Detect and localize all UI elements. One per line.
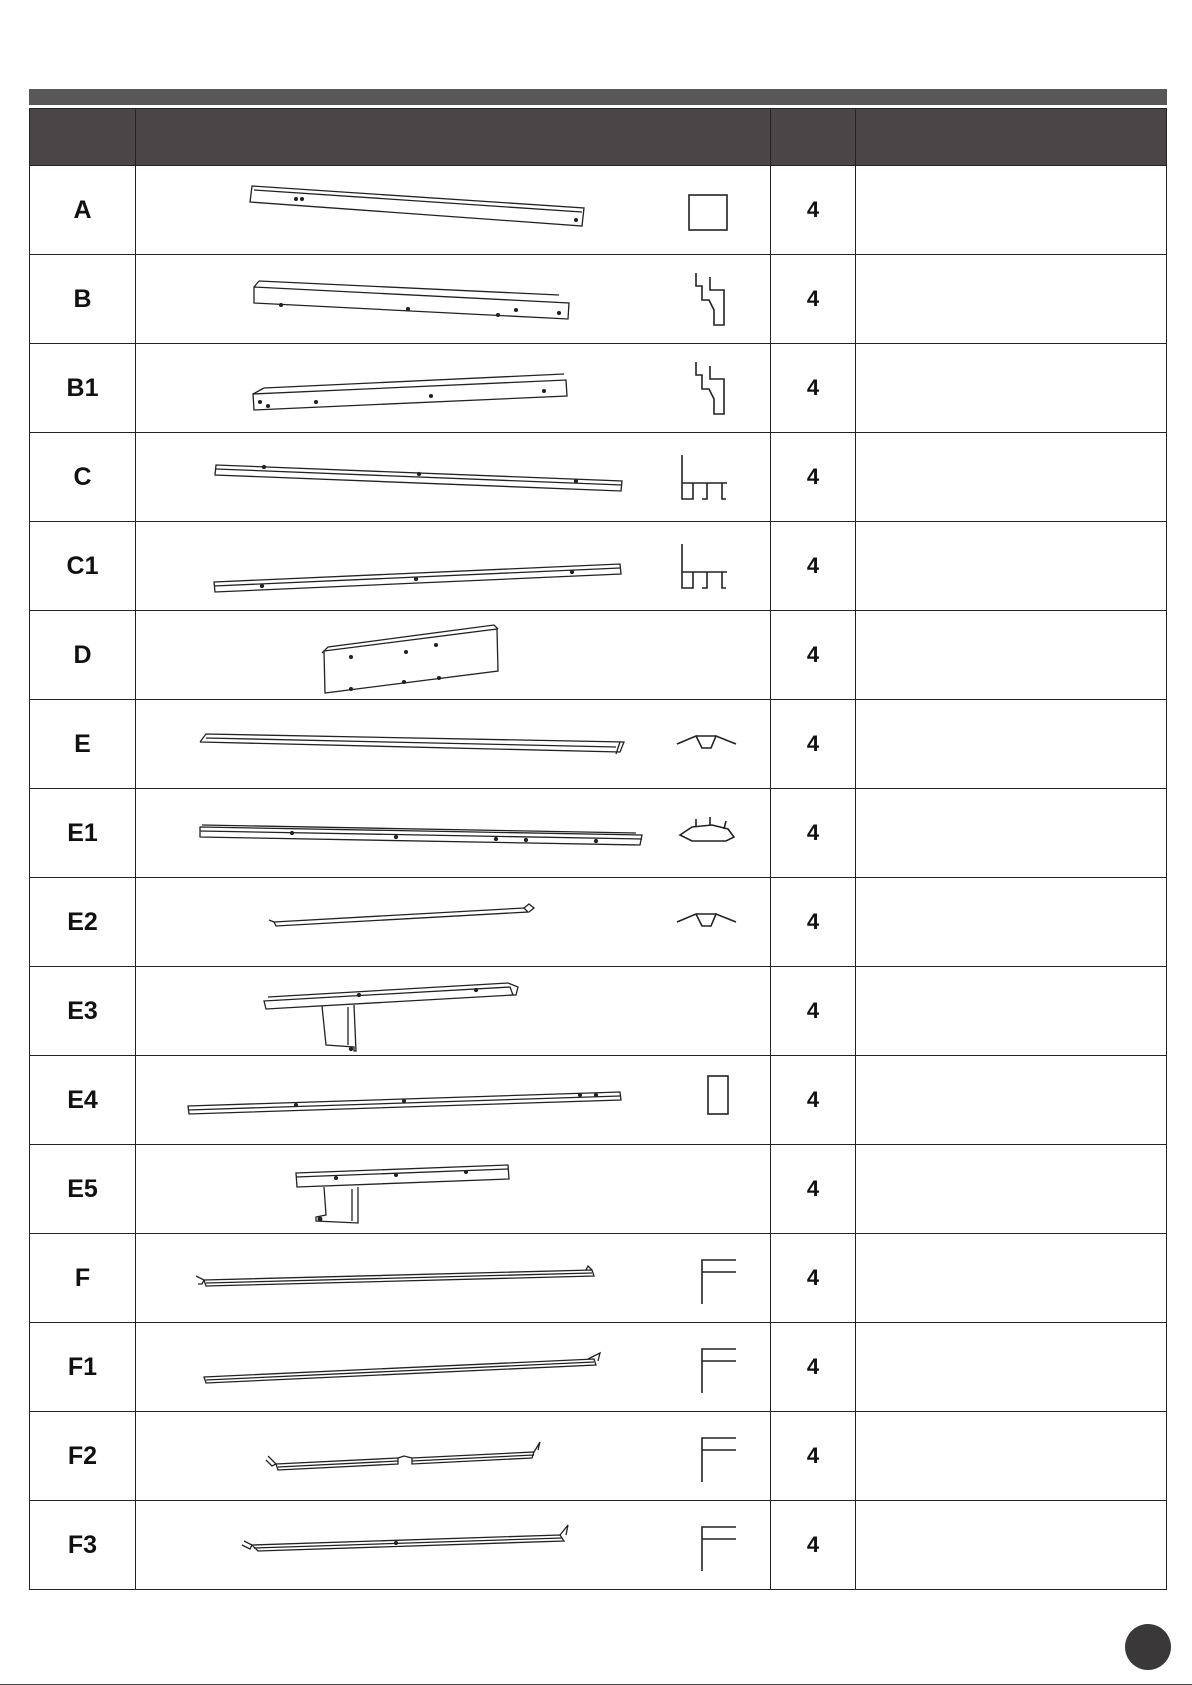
- table-row: [30, 344, 1167, 433]
- table-row: [30, 1412, 1167, 1501]
- ridge-cap-e1-drawing: [200, 825, 642, 845]
- part-drawing: [136, 700, 771, 789]
- square-tube-profile-icon: [689, 195, 727, 230]
- ridge-cap-profile-icon: [680, 817, 734, 841]
- part-id: E2: [30, 878, 136, 967]
- part-quantity: 4: [771, 611, 856, 700]
- part-drawing: [136, 433, 771, 522]
- beam-b1-drawing: [253, 374, 567, 410]
- part-id: F2: [30, 1412, 136, 1501]
- part-drawing: [136, 1412, 771, 1501]
- part-id: F3: [30, 1501, 136, 1590]
- part-drawing: [136, 255, 771, 344]
- part-id: E4: [30, 1056, 136, 1145]
- bar-f-drawing: [196, 1266, 594, 1286]
- f-profile-icon: [702, 1438, 736, 1482]
- parts-list-table: [29, 108, 1167, 1590]
- header-part-cell: [30, 109, 136, 166]
- table-row: [30, 700, 1167, 789]
- f-profile-icon: [702, 1260, 736, 1304]
- table-row: [30, 433, 1167, 522]
- part-quantity: 4: [771, 255, 856, 344]
- part-drawing: [136, 1056, 771, 1145]
- part-id: B1: [30, 344, 136, 433]
- table-row: [30, 878, 1167, 967]
- ridge-profile-icon: [677, 736, 736, 748]
- part-quantity: 4: [771, 1145, 856, 1234]
- part-quantity: 4: [771, 700, 856, 789]
- part-quantity: 4: [771, 1501, 856, 1590]
- part-description: [856, 255, 1167, 344]
- table-row: [30, 1323, 1167, 1412]
- part-id: E3: [30, 967, 136, 1056]
- bar-f3-drawing: [242, 1525, 568, 1551]
- rail-c1-drawing: [214, 564, 621, 592]
- beam-a-drawing: [250, 186, 584, 226]
- part-id: C: [30, 433, 136, 522]
- table-header-row: [30, 109, 1167, 166]
- ridge-e2-drawing: [269, 904, 534, 926]
- table-row: [30, 1056, 1167, 1145]
- part-quantity: 4: [771, 878, 856, 967]
- part-quantity: 4: [771, 1234, 856, 1323]
- part-id: F: [30, 1234, 136, 1323]
- part-drawing: [136, 967, 771, 1056]
- part-quantity: 4: [771, 433, 856, 522]
- part-id: E: [30, 700, 136, 789]
- part-description: [856, 1056, 1167, 1145]
- top-title-bar: [29, 89, 1167, 105]
- part-drawing: [136, 1145, 771, 1234]
- part-description: [856, 700, 1167, 789]
- part-drawing: [136, 522, 771, 611]
- part-id: B: [30, 255, 136, 344]
- table-row: [30, 166, 1167, 255]
- part-id: E5: [30, 1145, 136, 1234]
- part-description: [856, 1323, 1167, 1412]
- part-drawing: [136, 1501, 771, 1590]
- part-drawing: [136, 878, 771, 967]
- part-drawing: [136, 1234, 771, 1323]
- header-qty-cell: [771, 109, 856, 166]
- page-number-badge: [1125, 1624, 1171, 1670]
- part-quantity: 4: [771, 522, 856, 611]
- part-quantity: 4: [771, 166, 856, 255]
- part-quantity: 4: [771, 967, 856, 1056]
- f-profile-icon: [702, 1527, 736, 1571]
- part-drawing: [136, 344, 771, 433]
- part-description: [856, 1501, 1167, 1590]
- double-channel-profile-icon: [682, 544, 727, 588]
- f-profile-icon: [702, 1349, 736, 1393]
- plate-d-drawing: [322, 625, 498, 693]
- part-quantity: 4: [771, 1323, 856, 1412]
- part-description: [856, 344, 1167, 433]
- table-row: [30, 255, 1167, 344]
- rail-e4-drawing: [188, 1092, 621, 1114]
- part-drawing: [136, 611, 771, 700]
- part-description: [856, 1412, 1167, 1501]
- beam-b-drawing: [254, 281, 569, 319]
- part-drawing: [136, 166, 771, 255]
- part-quantity: 4: [771, 789, 856, 878]
- part-description: [856, 1145, 1167, 1234]
- table-row: [30, 1234, 1167, 1323]
- bar-f1-drawing: [204, 1353, 600, 1383]
- part-quantity: 4: [771, 1056, 856, 1145]
- part-description: [856, 522, 1167, 611]
- part-description: [856, 611, 1167, 700]
- stepped-channel-profile-icon: [696, 362, 724, 414]
- rectangle-tube-profile-icon: [708, 1076, 728, 1114]
- part-id: C1: [30, 522, 136, 611]
- bar-f2-drawing: [266, 1442, 540, 1470]
- table-row: [30, 789, 1167, 878]
- part-description: [856, 789, 1167, 878]
- part-quantity: 4: [771, 344, 856, 433]
- ridge-profile-icon: [677, 914, 736, 926]
- part-id: A: [30, 166, 136, 255]
- table-row: [30, 967, 1167, 1056]
- header-drawing-cell: [136, 109, 771, 166]
- part-description: [856, 967, 1167, 1056]
- stepped-channel-profile-icon: [696, 273, 724, 325]
- part-quantity: 4: [771, 1412, 856, 1501]
- part-id: F1: [30, 1323, 136, 1412]
- rail-c-drawing: [215, 465, 622, 491]
- ridge-e-drawing: [200, 734, 624, 754]
- double-channel-profile-icon: [682, 455, 727, 499]
- part-description: [856, 1234, 1167, 1323]
- table-row: [30, 1145, 1167, 1234]
- bracket-e3-drawing: [264, 983, 518, 1051]
- table-row: [30, 611, 1167, 700]
- bracket-e5-drawing: [296, 1165, 509, 1223]
- part-description: [856, 433, 1167, 522]
- part-drawing: [136, 789, 771, 878]
- part-description: [856, 166, 1167, 255]
- table-row: [30, 1501, 1167, 1590]
- part-description: [856, 878, 1167, 967]
- part-drawing: [136, 1323, 771, 1412]
- part-id: D: [30, 611, 136, 700]
- header-description-cell: [856, 109, 1167, 166]
- part-id: E1: [30, 789, 136, 878]
- table-row: [30, 522, 1167, 611]
